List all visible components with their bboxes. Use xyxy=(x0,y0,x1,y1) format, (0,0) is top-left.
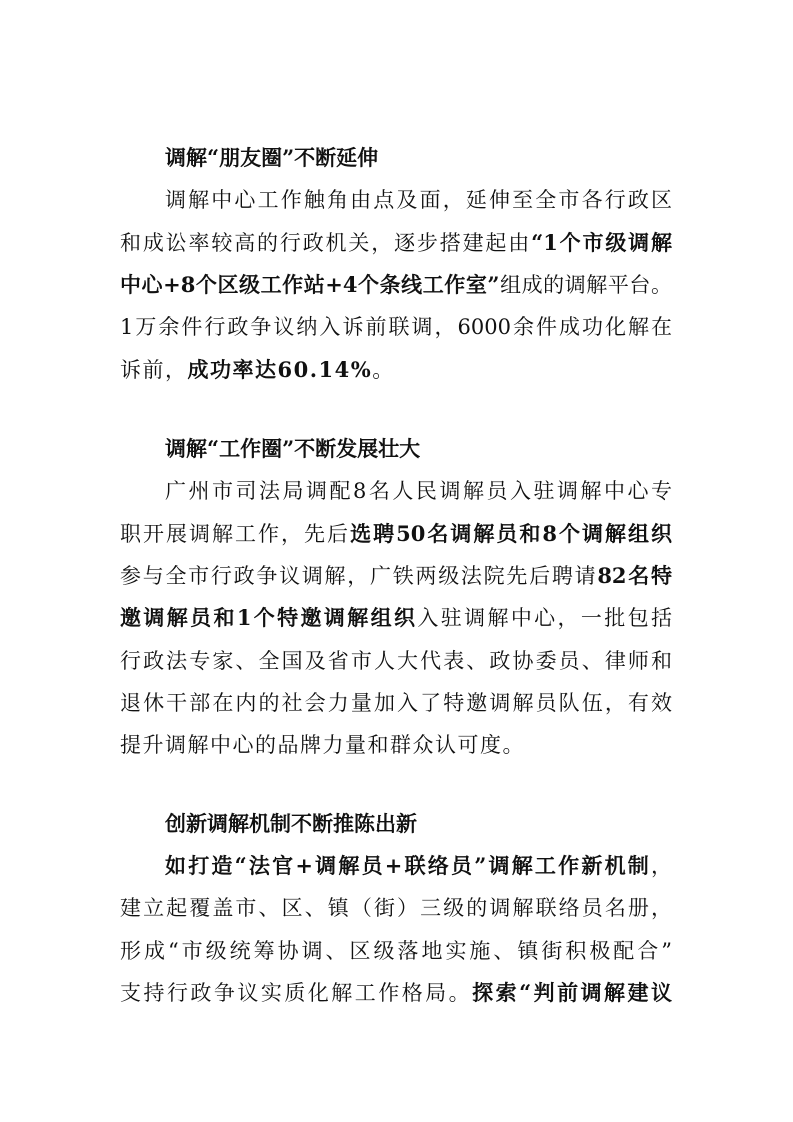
text-run: 组成的调解平台。 xyxy=(499,273,672,297)
bold-text-run: 成功率达60.14% xyxy=(187,357,373,382)
paragraph-line xyxy=(120,358,672,382)
paragraph-line xyxy=(120,981,672,1005)
text-run: 1万余件行政争议纳入诉前联调，6000余件成功化解在 xyxy=(120,315,672,339)
section-heading-work-circle: 调解“工作圈”不断发展壮大 xyxy=(165,436,421,461)
bold-text-run: 中心+8个区级工作站+4个条线工作室” xyxy=(120,272,500,297)
bold-text-run: 探索“判前调解建议 xyxy=(472,980,672,1005)
paragraph-line xyxy=(120,733,672,757)
section-heading-friend-circle: 调解“朋友圈”不断延伸 xyxy=(165,145,379,170)
paragraph-line xyxy=(165,854,672,878)
bold-text-run: 82名特 xyxy=(597,563,672,588)
paragraph-line xyxy=(120,691,672,715)
text-run: 提升调解中心的品牌力量和群众认可度。 xyxy=(120,733,525,757)
text-run: 诉前， xyxy=(120,358,188,382)
paragraph-line xyxy=(120,939,672,963)
paragraph-line xyxy=(120,649,672,673)
text-run: 职开展调解工作，先后 xyxy=(120,522,351,546)
section-heading-mechanism: 创新调解机制不断推陈出新 xyxy=(165,811,417,836)
text-run: 参与全市行政争议调解，广铁两级法院先后聘请 xyxy=(120,564,598,588)
text-run: 和成讼率较高的行政机关，逐步搭建起由 xyxy=(120,231,532,255)
text-run: 支持行政争议实质化解工作格局。 xyxy=(120,981,473,1005)
text-run: 退休干部在内的社会力量加入了特邀调解员队伍，有效 xyxy=(120,691,672,715)
paragraph-line xyxy=(165,188,672,212)
text-run: 调解中心工作触角由点及面，延伸至全市各行政区 xyxy=(165,188,672,212)
paragraph-line xyxy=(120,522,672,546)
text-run: 入驻调解中心，一批包括 xyxy=(417,606,672,630)
paragraph-line xyxy=(120,273,672,297)
paragraph-line xyxy=(120,606,672,630)
text-run: 形成“市级统筹协调、区级落地实施、镇街积极配合” xyxy=(120,939,672,963)
text-run: 。 xyxy=(372,358,395,382)
bold-text-run: 邀调解员和1个特邀调解组织 xyxy=(120,605,418,630)
bold-text-run: 如打造“法官+调解员+联络员”调解工作新机制 xyxy=(165,853,651,878)
paragraph-line xyxy=(165,479,672,503)
text-run: ， xyxy=(651,854,672,878)
paragraph-line xyxy=(120,564,672,588)
bold-text-run: 选聘50名调解员和8个调解组织 xyxy=(350,521,673,546)
bold-text-run: “1个市级调解 xyxy=(531,230,672,255)
paragraph-line xyxy=(120,231,672,255)
text-run: 行政法专家、全国及省市人大代表、政协委员、律师和 xyxy=(120,649,672,673)
paragraph-line xyxy=(120,315,672,339)
paragraph-line xyxy=(120,896,672,920)
text-run: 广州市司法局调配8名人民调解员入驻调解中心专 xyxy=(165,479,672,503)
text-run: 建立起覆盖市、区、镇（街）三级的调解联络员名册， xyxy=(120,896,672,920)
